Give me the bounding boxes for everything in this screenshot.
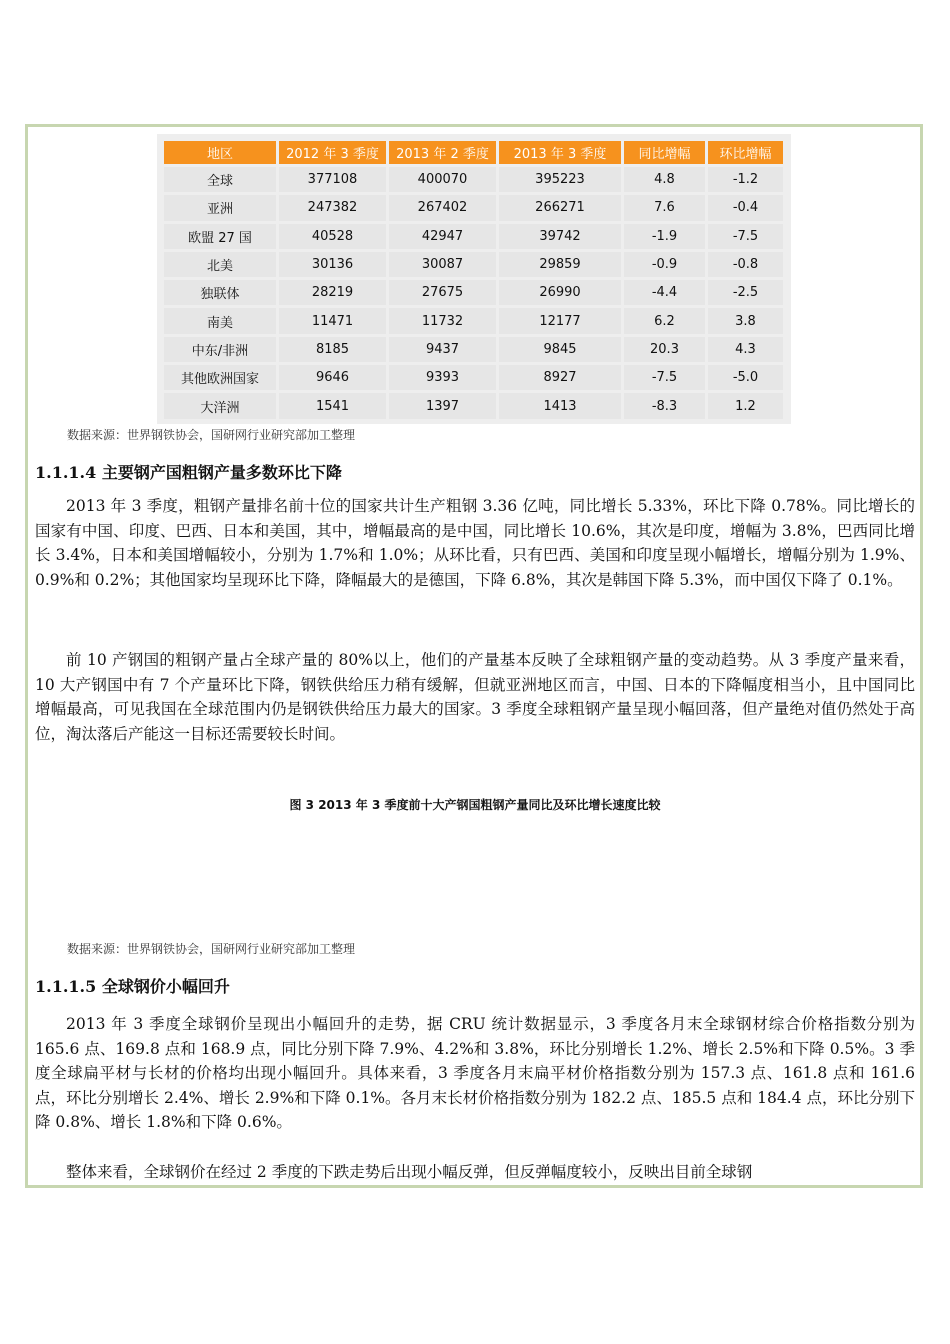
paragraph-2: 前 10 产钢国的粗钢产量占全球产量的 80%以上，他们的产量基本反映了全球粗钢产量的变动趋势。从 3 季度产量来看，10 大产钢国中有 7 个产量环比下降，钢铁供给压力稍有缓解，但就亚洲地区而言，中国、日本的下降幅度相当小，且中国同比增幅最高，可见我国在全球范围内仍是钢铁供给压力最大的国家。3 季度全球粗钢产量呈现小幅回落，但产量绝对值仍然处于高位，淘汰落后产能这一目标还需要较长时间。 (35, 651, 915, 743)
value-cell: 3.8 (708, 308, 783, 333)
value-cell: 20.3 (624, 337, 705, 362)
value-cell: -7.5 (624, 365, 705, 390)
header-2013q3: 2013 年 3 季度 (499, 141, 621, 164)
value-cell: 400070 (389, 167, 496, 192)
value-cell: 9646 (279, 365, 386, 390)
value-cell: 28219 (279, 280, 386, 305)
value-cell: -0.8 (708, 252, 783, 277)
value-cell: 1541 (279, 393, 386, 418)
value-cell: -2.5 (708, 280, 783, 305)
value-cell: 42947 (389, 224, 496, 249)
region-cell: 中东/非洲 (164, 337, 276, 362)
value-cell: 395223 (499, 167, 621, 192)
region-cell: 北美 (164, 252, 276, 277)
value-cell: 26990 (499, 280, 621, 305)
value-cell: 9845 (499, 337, 621, 362)
value-cell: -7.5 (708, 224, 783, 249)
value-cell: 9437 (389, 337, 496, 362)
steel-production-table (161, 138, 786, 422)
value-cell: 11471 (279, 308, 386, 333)
value-cell: 30136 (279, 252, 386, 277)
header-qoq: 环比增幅 (708, 141, 783, 164)
value-cell: -1.2 (708, 167, 783, 192)
section-heading-1-1-1-5: 1.1.1.5 全球钢价小幅回升 (35, 977, 230, 996)
steel-production-table-wrap (157, 134, 791, 424)
value-cell: 8927 (499, 365, 621, 390)
region-cell: 其他欧洲国家 (164, 365, 276, 390)
region-cell: 南美 (164, 308, 276, 333)
region-cell: 独联体 (164, 280, 276, 305)
header-2012q3: 2012 年 3 季度 (279, 141, 386, 164)
value-cell: 1.2 (708, 393, 783, 418)
value-cell: 7.6 (624, 195, 705, 220)
table-row (164, 252, 783, 277)
value-cell: 8185 (279, 337, 386, 362)
paragraph-1: 2013 年 3 季度，粗钢产量排名前十位的国家共计生产粗钢 3.36 亿吨，同比增长 5.33%，环比下降 0.78%。同比增长的国家有中国、印度、巴西、日本和美国，其中，增幅最高的是中国，同比增长 10.6%，其次是印度，增幅为 3.8%，巴西同比增长 3.4%，日本和美国增幅较小，分别为 1.7%和 1.0%；从环比看，只有巴西、美国和印度呈现小幅增长，增幅分别为 1.9%、0.9%和 0.2%；其他国家均呈现环比下降，降幅最大的是德国，下降 6.8%，其次是韩国下降 5.3%，而中国仅下降了 0.1%。 (35, 497, 915, 589)
value-cell: 39742 (499, 224, 621, 249)
figure-caption: 图 3 2013 年 3 季度前十大产钢国粗钢产量同比及环比增长速度比较 (289, 798, 661, 812)
value-cell: 9393 (389, 365, 496, 390)
value-cell: -5.0 (708, 365, 783, 390)
region-cell: 全球 (164, 167, 276, 192)
value-cell: 1413 (499, 393, 621, 418)
region-cell: 欧盟 27 国 (164, 224, 276, 249)
value-cell: -0.9 (624, 252, 705, 277)
value-cell: 4.8 (624, 167, 705, 192)
table-row (164, 308, 783, 333)
value-cell: -0.4 (708, 195, 783, 220)
value-cell: -4.4 (624, 280, 705, 305)
value-cell: 377108 (279, 167, 386, 192)
table-row (164, 365, 783, 390)
table-row (164, 337, 783, 362)
value-cell: 247382 (279, 195, 386, 220)
data-source-note: 数据来源：世界钢铁协会，国研网行业研究部加工整理 (67, 428, 356, 442)
value-cell: 1397 (389, 393, 496, 418)
header-2013q2: 2013 年 2 季度 (389, 141, 496, 164)
value-cell: 30087 (389, 252, 496, 277)
section-heading-1-1-1-4: 1.1.1.4 主要钢产国粗钢产量多数环比下降 (35, 463, 342, 482)
data-source-note-2: 数据来源：世界钢铁协会，国研网行业研究部加工整理 (67, 942, 356, 956)
paragraph-4: 整体来看，全球钢价在经过 2 季度的下跌走势后出现小幅反弹，但反弹幅度较小，反映出目前全球钢 (66, 1163, 753, 1181)
header-yoy: 同比增幅 (624, 141, 705, 164)
value-cell: 29859 (499, 252, 621, 277)
value-cell: 6.2 (624, 308, 705, 333)
value-cell: 4.3 (708, 337, 783, 362)
table-row (164, 167, 783, 192)
table-header-row (164, 141, 783, 164)
paragraph-3: 2013 年 3 季度全球钢价呈现出小幅回升的走势，据 CRU 统计数据显示，3 季度各月末全球钢材综合价格指数分别为 165.6 点、169.8 点和 168.9 点，同比分别下降 7.9%、4.2%和 3.8%，环比分别增长 1.2%、增长 2.5%和下降 0.5%。3 季度全球扁平材与长材的价格均出现小幅回升。具体来看，3 季度各月末扁平材价格指数分别为 157.3 点、161.8 点和 161.6 点，环比分别增长 2.4%、增长 2.9%和下降 0.1%。各月末长材价格指数分别为 182.2 点、185.5 点和 184.4 点，环比分别下降 0.8%、增长 1.8%和下降 0.6%。 (35, 1015, 915, 1131)
table-row (164, 195, 783, 220)
region-cell: 亚洲 (164, 195, 276, 220)
value-cell: -1.9 (624, 224, 705, 249)
value-cell: 12177 (499, 308, 621, 333)
value-cell: 267402 (389, 195, 496, 220)
value-cell: 266271 (499, 195, 621, 220)
value-cell: 40528 (279, 224, 386, 249)
value-cell: -8.3 (624, 393, 705, 418)
table-row (164, 280, 783, 305)
value-cell: 11732 (389, 308, 496, 333)
value-cell: 27675 (389, 280, 496, 305)
table-row (164, 224, 783, 249)
header-region: 地区 (164, 141, 276, 164)
table-row (164, 393, 783, 418)
region-cell: 大洋洲 (164, 393, 276, 418)
